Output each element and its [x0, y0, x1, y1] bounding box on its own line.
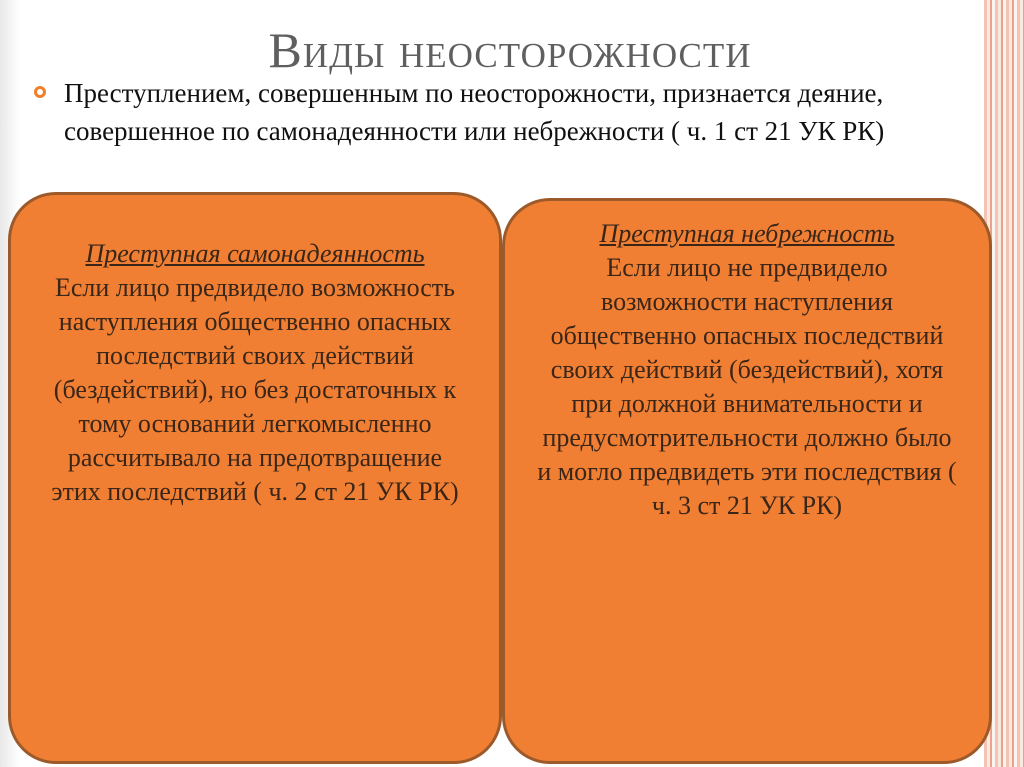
box-criminal-negligence: [502, 198, 992, 764]
box-body: Если лицо не предвидело возможности наступления общественно опасных последствий своих действий (бездействий), хотя при должной внимательности и предусмотрительности должно было и могло предвидеть эти последствия ( ч. 3 ст 21 УК РК): [537, 253, 957, 520]
bullet-text: Преступлением, совершенным по неосторожности, признается деяние, совершенное по самонадеянности или небрежности ( ч. 1 ст 21 УК РК): [64, 78, 885, 146]
box-heading: Преступная самонадеянность: [85, 239, 425, 268]
slide-title: Виды неосторожности: [268, 22, 752, 78]
bullet-item: [30, 74, 960, 150]
box-negligent-self-confidence: [8, 192, 502, 764]
bullet-circle-icon: [34, 86, 46, 98]
box-body: Если лицо предвидело возможность наступления общественно опасных последствий своих действий (бездействий), но без достаточных к тому оснований легкомысленно рассчитывало на предотвращение этих последствий ( ч. 2 ст 21 УК РК): [51, 273, 459, 506]
box-heading: Преступная небрежность: [599, 219, 895, 248]
